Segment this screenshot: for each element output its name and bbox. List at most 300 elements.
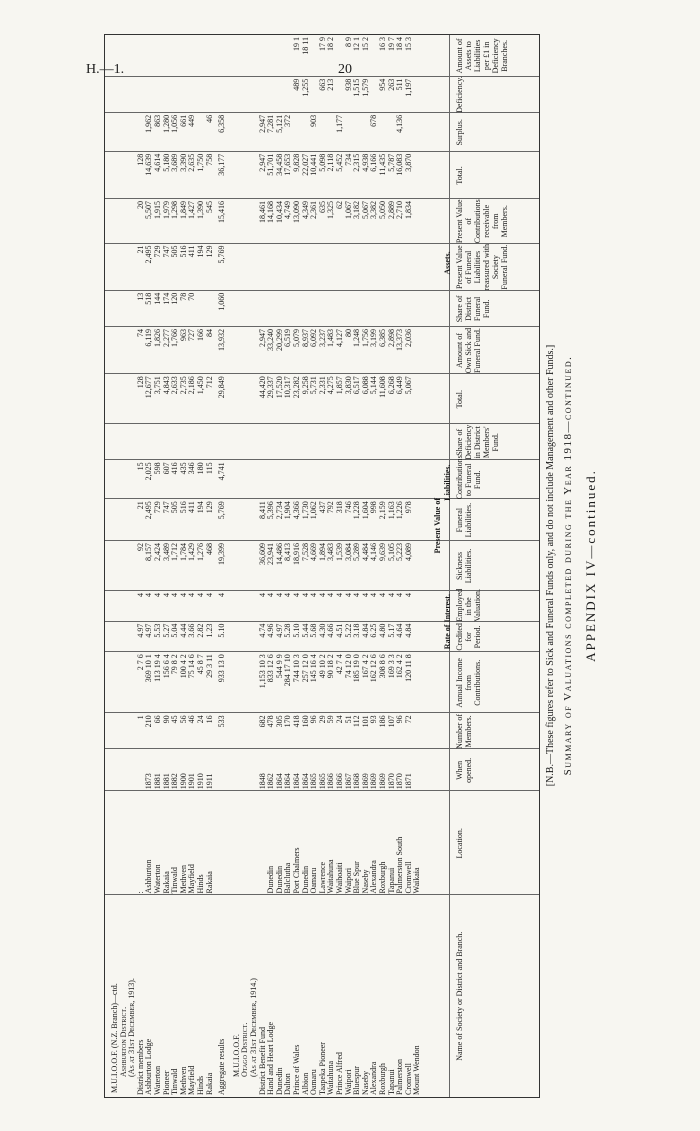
table-row-cell: 23,941	[266, 543, 276, 565]
table-row-cell: Prince Alfred	[335, 1052, 344, 1095]
table-row-cell: 734	[343, 153, 353, 166]
table-row-cell: 23,282	[292, 376, 301, 399]
table-row-cell: 2,635	[187, 153, 197, 172]
table-row-cell: 5,452	[335, 153, 344, 172]
table-row-cell: 4	[300, 593, 310, 598]
table-row-cell: 4.74	[257, 623, 267, 638]
table-row-cell: 19 1	[292, 37, 301, 52]
table-row-cell: 1866	[335, 773, 344, 790]
aggregate-row-cell: 4	[217, 593, 227, 598]
table-row-cell: 903	[309, 114, 319, 127]
table-row-cell: 93	[369, 715, 379, 724]
table-row-cell: 210	[144, 715, 154, 728]
table-row-cell: 1,730	[300, 501, 310, 520]
table-row-cell: Hinds	[196, 874, 205, 894]
table-row-cell: 305	[274, 715, 284, 728]
table-row-cell: 1,197	[403, 78, 413, 97]
table-row-cell: Methven	[178, 865, 188, 894]
table-row-cell: 1,604	[360, 501, 370, 520]
table-row-cell: 213	[326, 78, 336, 91]
appendix-title: APPENDIX IV—continued.	[583, 469, 598, 662]
table-row-cell: 284 17 10	[283, 654, 293, 687]
table-row-cell: 1,962	[144, 114, 154, 133]
section1-district: Ashburton District.	[118, 1006, 128, 1077]
table-row-cell: 998	[369, 501, 379, 514]
table-row-cell: Prince of Wales	[292, 1044, 301, 1095]
table-row-cell: 8,413	[283, 543, 293, 561]
table-row-cell: 6,517	[352, 376, 362, 395]
table-row-cell: 4	[283, 593, 293, 598]
table-row-cell: Dunedin	[274, 1067, 284, 1095]
table-row-cell: 5,289	[352, 543, 362, 561]
table-row-cell: 511	[395, 78, 405, 91]
table-row-cell: 92	[135, 543, 145, 551]
table-row-cell: 4	[317, 593, 327, 598]
table-row-cell: 18 2	[326, 37, 336, 52]
section2-title: M.U.I.O.O.F.	[231, 1034, 241, 1077]
aggregate-row-cell: 13,932	[217, 328, 227, 351]
table-row-cell: 1862	[266, 773, 276, 790]
table-row-cell: 129	[204, 501, 214, 514]
table-row-cell: 3.18	[352, 623, 362, 638]
table-row-cell: 4	[292, 593, 301, 598]
table-row-cell: 4.66	[326, 623, 336, 638]
table-row-cell: 758	[204, 153, 214, 166]
table-row-cell: Palmerston South	[395, 836, 405, 894]
table-row-cell: 5.27	[161, 623, 171, 638]
header-share-def: Share of Deficiency in District Members' Fund.	[455, 424, 500, 460]
section1-title: M.U.I.O.O.F. (N.Z. Branch)—ctd.	[110, 983, 119, 1093]
header-assets-per-pound: Amount of Assets to Liabilities per £1 in Deficiency Branches.	[455, 38, 509, 74]
table-row-cell: 12 1	[352, 37, 362, 52]
table-row-cell: 167 4 2	[360, 654, 370, 679]
table-row-cell: 101	[360, 715, 370, 728]
table-row-cell: 4.84	[360, 623, 370, 638]
table-row-cell: 1,712	[170, 543, 180, 561]
table-row-cell: 437	[317, 501, 327, 514]
table-row-cell: 16	[204, 715, 214, 724]
table-row-cell: 5,105	[386, 543, 396, 561]
table-row-cell: 4.97	[144, 623, 154, 638]
table-row-cell: 4	[352, 593, 362, 598]
table-row-cell: 1,849	[178, 201, 188, 220]
table-row-cell: Dunedin	[274, 865, 284, 894]
table-row-cell: 13	[135, 292, 145, 301]
table-row-cell: 747	[161, 245, 171, 258]
table-row-cell: 1873	[144, 773, 154, 790]
table-row-cell: 170	[283, 715, 293, 728]
table-row-cell: 411	[187, 245, 197, 258]
table-row-cell: 1,280	[161, 114, 171, 133]
header-pv-contrib: Present Value of Contributions receivable from Members.	[455, 199, 509, 244]
table-row-cell: Roxburgh	[378, 1063, 387, 1095]
table-row-cell: 1	[135, 715, 145, 720]
table-row-cell: 1,579	[360, 78, 370, 97]
table-row-cell: 79 8 2	[170, 654, 180, 675]
table-row-cell: 4	[196, 593, 205, 598]
table-row-cell: 1869	[369, 773, 379, 790]
table-row-cell: Tapanui	[386, 1069, 396, 1095]
table-row-cell: 5.53	[153, 623, 162, 638]
table-row-cell: 18,916	[292, 543, 301, 565]
section1-date: (As at 31st December, 1913).	[127, 978, 137, 1077]
table-row-cell: 145 16 4	[309, 654, 319, 683]
table-row-cell: 128	[135, 153, 145, 166]
table-row-cell: Rakaia	[204, 1072, 214, 1095]
table-row-cell: 90 18 2	[326, 654, 336, 679]
table-row-cell: 1,255	[300, 78, 310, 97]
table-row-cell: 3,751	[153, 376, 162, 395]
header-assets-total: Total.	[455, 166, 464, 185]
table-row-cell: 4	[187, 593, 197, 598]
table-row-cell: 4	[369, 593, 379, 598]
table-row-cell: 2,186	[187, 376, 197, 395]
header-liabilities-group: Liabilities.	[443, 464, 452, 501]
table-row-cell: 4	[395, 593, 405, 598]
table-row-cell: 5.68	[309, 623, 319, 638]
table-row-cell: 2,159	[378, 501, 387, 520]
header-rate-group: Rate of Interest.	[443, 594, 452, 650]
table-row-cell: 46	[187, 715, 197, 724]
table-row-cell: 4,349	[300, 201, 310, 220]
table-row-cell: 6,166	[369, 153, 379, 172]
table-row-cell: 2,633	[170, 376, 180, 395]
table-row-cell: 29,337	[266, 376, 276, 399]
table-row-cell: 186	[378, 715, 387, 728]
table-row-cell: 257 12 0	[300, 654, 310, 683]
aggregate-row-cell: 15,416	[217, 201, 227, 224]
table-row-cell: 2,277	[161, 328, 171, 347]
table-row-cell: Roxburgh	[378, 861, 387, 894]
table-row-cell: 21	[135, 245, 145, 254]
table-row-cell: Naseby	[360, 1071, 370, 1095]
table-row-cell: 4	[335, 593, 344, 598]
table-row-cell: 51	[343, 715, 353, 724]
table-row-cell: Dunedin	[300, 865, 310, 894]
table-row-cell: 1,390	[196, 201, 205, 220]
table-row-cell: 6,519	[283, 328, 293, 347]
section2-district: Otago District.	[240, 1022, 250, 1077]
table-row-cell: 33,240	[266, 328, 276, 351]
table-row-cell: 21	[135, 501, 145, 510]
header-share-district: Share of District Funeral Fund.	[455, 295, 491, 323]
table-row-cell: 833 12 6	[266, 654, 276, 683]
table-row-cell: 17,520	[274, 376, 284, 399]
aggregate-row-cell: Aggregate results	[217, 1038, 227, 1095]
valuation-table	[104, 34, 540, 1098]
table-row-cell: 1864	[274, 773, 284, 790]
table-row-cell: Bluespur	[352, 1066, 362, 1095]
table-row-cell: 4.64	[395, 623, 405, 638]
table-row-cell: 5.22	[343, 623, 353, 638]
table-row-cell: 5,396	[266, 501, 276, 520]
table-row-cell: 2,118	[326, 153, 336, 172]
table-row-cell: District Benefit Fund	[257, 1027, 267, 1095]
table-row-cell: 1900	[178, 773, 188, 790]
aggregate-row-cell: 1,060	[217, 292, 227, 311]
table-row-cell: 7,281	[266, 114, 276, 133]
table-row-cell: 2,710	[395, 201, 405, 220]
table-row-cell: 4	[144, 593, 154, 598]
table-row-cell: 1,784	[178, 543, 188, 561]
table-row-cell: 1,325	[326, 201, 336, 220]
table-row-cell: Oamaru	[309, 1069, 319, 1095]
table-row-cell: 2 7 6	[135, 654, 145, 671]
table-row-cell: 1,515	[352, 78, 362, 97]
table-row-cell: 10,441	[309, 153, 319, 176]
table-row-cell: 8,937	[300, 328, 310, 347]
table-row-cell: 1870	[386, 773, 396, 790]
table-row-cell: 1,979	[161, 201, 171, 220]
table-row-cell: 4	[135, 593, 145, 598]
table-row-cell: Naseby	[360, 869, 370, 894]
table-row-cell: 185 19 0	[352, 654, 362, 683]
table-row-cell: 96	[309, 715, 319, 724]
aggregate-row-cell: 5,769	[217, 245, 227, 264]
table-row-cell: 1911	[204, 773, 214, 790]
table-row-cell: 1848	[257, 773, 267, 790]
table-row-cell: 663	[317, 78, 327, 91]
table-row-cell: 22,027	[300, 153, 310, 176]
table-row-cell: 6,119	[144, 328, 154, 347]
table-row-cell: 10,434	[274, 201, 284, 224]
table-row-cell: 4,938	[360, 153, 370, 172]
header-deficiency: Deficiency.	[455, 76, 464, 113]
table-row-cell: 4	[178, 593, 188, 598]
table-row-cell: 2,315	[352, 153, 362, 172]
table-row-cell: 1,894	[317, 543, 327, 561]
table-row-cell: Dalton	[283, 1073, 293, 1095]
table-row-cell: 5,121	[274, 114, 284, 133]
table-row-cell: Blue Spur	[352, 861, 362, 894]
table-row-cell: 5,144	[369, 376, 379, 395]
table-row-cell: 4	[326, 593, 336, 598]
table-row-cell: 5,067	[360, 201, 370, 220]
table-row-cell: Tapanui	[386, 867, 396, 894]
table-row-cell: 2,331	[317, 376, 327, 395]
table-row-cell: Port Chalmers	[292, 847, 301, 894]
table-row-cell: 1,750	[196, 153, 205, 172]
table-row-cell: 4,136	[395, 114, 405, 133]
table-row-cell: 5,067	[403, 376, 413, 395]
table-row-cell: 6.25	[369, 623, 379, 638]
page-number: 20	[338, 62, 352, 77]
table-row-cell: Alexandra	[369, 860, 379, 894]
table-row-cell: 3,199	[369, 328, 379, 347]
table-row-cell: 1901	[187, 773, 197, 790]
table-row-cell: 18 4	[395, 37, 405, 52]
table-row-cell: 1,483	[326, 328, 336, 347]
table-row-cell: 1870	[395, 773, 405, 790]
table-row-cell: Mayfield	[187, 1065, 197, 1095]
table-row-cell: 635	[317, 201, 327, 214]
table-row-cell: 1864	[292, 773, 301, 790]
header-credited: Credited for Period.	[455, 623, 482, 651]
table-row-cell: 516	[178, 245, 188, 258]
table-row-cell: Waterton	[153, 864, 162, 894]
header-assets-group: Assets.	[443, 251, 452, 275]
summary-title: Summary of Valuations completed during the Year 1918—continued.	[562, 355, 574, 776]
table-row-cell: Hinds	[196, 1075, 205, 1095]
table-row-cell: 4.80	[378, 623, 387, 638]
table-row-cell: 4.51	[335, 623, 344, 638]
table-row-cell: 727	[187, 328, 197, 341]
table-row-cell: 1867	[343, 773, 353, 790]
table-row-cell: 144	[153, 292, 162, 305]
table-row-cell: 468	[204, 543, 214, 555]
table-row-cell: 1864	[283, 773, 293, 790]
table-row-cell: 8,157	[144, 543, 154, 561]
table-row-cell: Waipori	[343, 1069, 353, 1095]
header-funeral: Funeral Liabilities.	[455, 502, 473, 538]
table-row-cell: 1865	[317, 773, 327, 790]
table-row-cell: 746	[343, 501, 353, 514]
table-row-cell: Hand and Heart Lodge	[266, 1021, 276, 1095]
table-row-cell: 1,450	[196, 376, 205, 395]
table-row-cell: 20,299	[274, 328, 284, 351]
table-row-cell: 4	[170, 593, 180, 598]
table-row-cell: 2,889	[386, 201, 396, 220]
table-row-cell: 2,947	[257, 114, 267, 133]
table-row-cell: 1910	[196, 773, 205, 790]
table-row-cell: 1,857	[335, 376, 344, 395]
table-row-cell: 20	[135, 201, 145, 210]
aggregate-row-cell: 5.10	[217, 623, 227, 638]
header-present-value-group: Present Value of	[433, 498, 442, 554]
table-row-cell: Pioneer	[161, 1070, 171, 1095]
table-row-cell: 75 14 6	[187, 654, 197, 679]
table-row-cell: 24	[335, 715, 344, 724]
table-row-cell: 6,268	[386, 376, 396, 395]
table-row-cell: 96	[395, 715, 405, 724]
section2-date: (As at 31st December, 1914.)	[249, 978, 258, 1077]
table-row-cell: 1,429	[187, 543, 197, 561]
table-row-cell: 51,701	[266, 153, 276, 176]
table-row-cell: 3,237	[317, 328, 327, 347]
table-row-cell: 682	[257, 715, 267, 728]
table-row-cell: District members	[135, 1039, 145, 1095]
table-row-cell: 4	[266, 593, 276, 598]
table-row-cell: 19 7	[386, 37, 396, 52]
table-row-cell: Cromwell	[403, 861, 413, 894]
table-row-cell: 954	[378, 78, 387, 91]
table-row-cell: Albion	[300, 1072, 310, 1095]
table-row-cell: 1,067	[343, 201, 353, 220]
table-row-cell: 120 11 8	[403, 654, 413, 682]
table-row-cell: 56	[178, 715, 188, 724]
table-row-cell: 160	[300, 715, 310, 728]
table-row-cell: 318	[335, 501, 344, 514]
table-row-cell: Cromwell	[403, 1063, 413, 1095]
table-row-cell: 6,449	[395, 376, 405, 395]
table-row-cell: 66	[153, 715, 162, 724]
table-row-cell: 5,223	[395, 543, 405, 561]
table-row-cell: 372	[283, 114, 293, 127]
table-row-cell: Waitahuna	[326, 859, 336, 894]
table-row-cell: 4,669	[309, 543, 319, 561]
table-row-cell: 1,915	[153, 201, 162, 220]
table-row-cell: 1,427	[187, 201, 197, 220]
table-row-cell: 15	[135, 462, 145, 471]
table-row-cell: 129	[204, 245, 214, 258]
table-row-cell: 4	[343, 593, 353, 598]
table-row-cell: 29 3 11	[204, 654, 214, 678]
table-row-cell: 4,843	[161, 376, 171, 395]
table-row-cell: 505	[170, 501, 180, 514]
table-row-cell: 84	[204, 328, 214, 337]
table-row-cell: 411	[187, 501, 197, 513]
table-row-cell: 729	[153, 501, 162, 514]
aggregate-row-cell: 6,358	[217, 114, 227, 133]
table-row-cell: 1,062	[309, 501, 319, 520]
table-row-cell: Alexandra	[369, 1061, 379, 1095]
table-row-cell: Taapeka Pioneer	[317, 1042, 327, 1095]
table-row-cell: 505	[170, 245, 180, 258]
table-row-cell: 478	[266, 715, 276, 728]
table-row-cell: 3,182	[352, 201, 362, 220]
table-row-cell: 2,734	[274, 501, 284, 520]
table-row-cell: 45 8 7	[196, 654, 205, 675]
header-employed: Employed in the Valuation.	[455, 588, 482, 622]
aggregate-row-cell: 533	[217, 715, 227, 728]
table-row-cell: 45	[170, 715, 180, 724]
table-row-cell: 1,766	[170, 328, 180, 347]
table-row-cell: 8 9	[343, 37, 353, 48]
header-contrib-funeral: Contributions to Funeral Fund.	[455, 455, 482, 500]
table-row-cell: 59	[326, 715, 336, 724]
table-row-cell: 107	[386, 715, 396, 728]
table-row-cell: Waikaia	[412, 867, 422, 894]
table-row-cell: 418	[292, 715, 301, 728]
aggregate-row-cell: 5,769	[217, 501, 227, 520]
table-row-cell: Waterton	[153, 1065, 162, 1095]
table-row-cell: 113 19 4	[153, 654, 162, 682]
table-row-cell: 5.44	[300, 623, 310, 638]
table-row-cell: 978	[403, 501, 413, 514]
table-row-cell: 4.96	[266, 623, 276, 638]
table-row-cell: 24	[196, 715, 205, 724]
table-row-cell: 70	[187, 292, 197, 301]
table-row-cell: 5,180	[161, 153, 171, 172]
table-row-cell: 4	[403, 593, 413, 598]
table-row-cell: 11,608	[378, 376, 387, 398]
table-row-cell: 46	[204, 114, 214, 123]
table-row-cell: 4.84	[403, 623, 413, 638]
table-row-cell: 8,411	[257, 501, 267, 519]
table-row-cell: 4	[257, 593, 267, 598]
table-row-cell: 1,756	[360, 328, 370, 347]
table-row-cell: Waihoaiti	[335, 862, 344, 894]
table-row-cell: 369 10 1	[144, 654, 154, 683]
table-row-cell: 174	[161, 292, 171, 305]
table-row-cell: 516	[178, 501, 188, 514]
table-row-cell: 2,947	[257, 153, 267, 172]
table-row-cell: 7,528	[300, 543, 310, 561]
table-row-cell: 194	[196, 501, 205, 514]
table-row-cell: 863	[153, 114, 162, 127]
table-row-cell: 17,653	[283, 153, 293, 176]
table-row-cell: 74 12 0	[343, 654, 353, 679]
table-row-cell: 4	[204, 593, 214, 598]
table-row-cell: 1,163	[386, 501, 396, 520]
table-row-cell: 1,153 10 3	[257, 654, 267, 689]
table-row-cell: 112	[352, 715, 362, 728]
aggregate-row-cell: 4,741	[217, 462, 227, 481]
table-row-cell: 4.44	[178, 623, 188, 638]
table-row-cell: 90	[161, 715, 171, 724]
table-row-cell: 2,495	[144, 501, 154, 520]
table-row-cell: Lawrence	[317, 861, 327, 894]
